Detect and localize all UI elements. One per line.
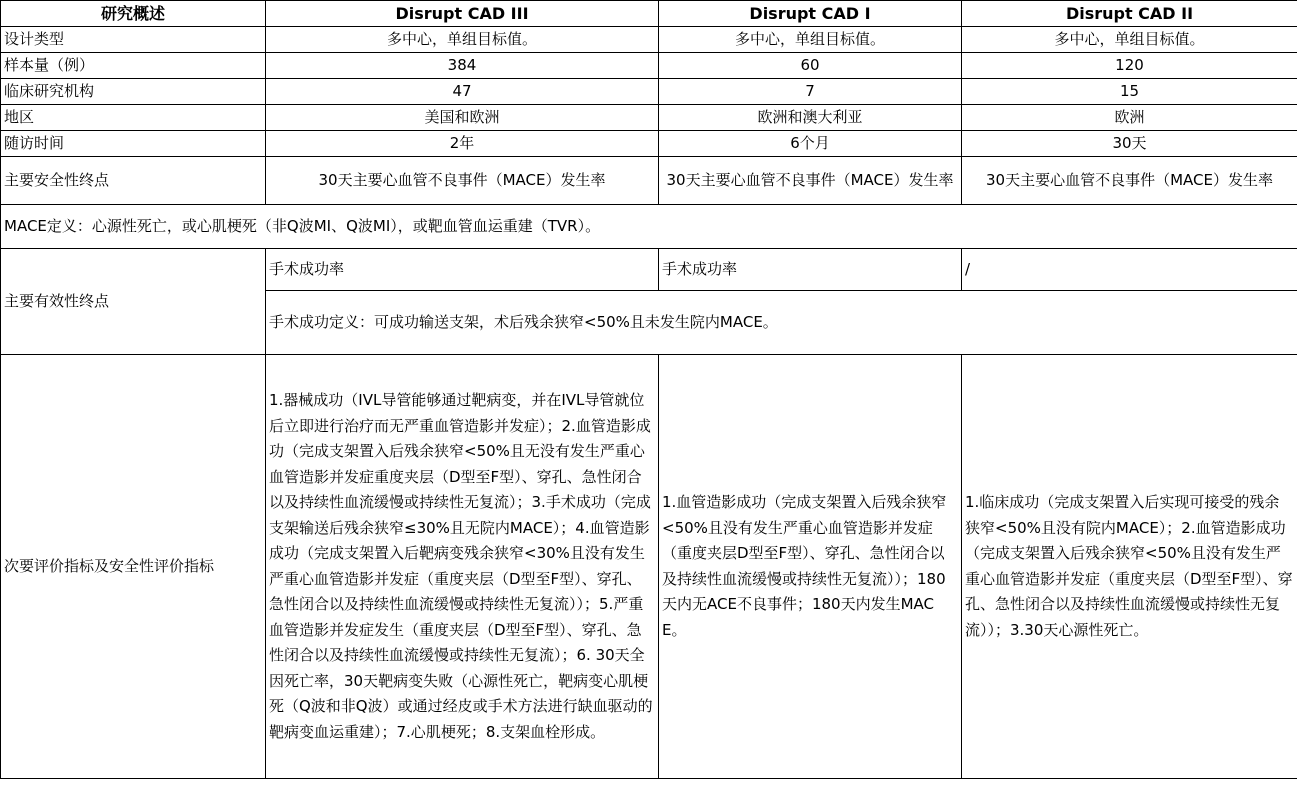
row-label: 随访时间 — [1, 131, 266, 157]
safety-endpoint-row — [1, 157, 1297, 205]
cell-cad-iii: 30天主要心血管不良事件（MACE）发生率 — [266, 157, 659, 205]
cell-cad-i: 7 — [659, 79, 962, 105]
cell-cad-iii: 手术成功率 — [266, 249, 659, 291]
cell-cad-iii: 美国和欧洲 — [266, 105, 659, 131]
row-label: 主要安全性终点 — [1, 157, 266, 205]
cell-cad-iii: 2年 — [266, 131, 659, 157]
cell-cad-i: 30天主要心血管不良事件（MACE）发生率 — [659, 157, 962, 205]
cell-cad-iii: 多中心，单组目标值。 — [266, 27, 659, 53]
header-overview: 研究概述 — [1, 1, 266, 27]
row-label: 主要有效性终点 — [1, 249, 266, 355]
cell-cad-iii: 47 — [266, 79, 659, 105]
cell-cad-iii: 1.器械成功（IVL导管能够通过靶病变，并在IVL导管就位后立即进行治疗而无严重血管造影并发症）；2.血管造影成功（完成支架置入后残余狭窄<50%且无没有发生严重心血管造影并发症重度夹层（D型至F型）、穿孔、急性闭合以及持续性血流缓慢或持续性无复流）；3.手术成功（完成支架输送后残余狭窄≤30%且无院内MACE）；4.血管造影成功（完成支架置入后靶病变残余狭窄<30%且没有发生严重心血管造影并发症（重度夹层（D型至F型）、穿孔、急性闭合以及持续性血流缓慢或持续性无复流））；5.严重血管造影并发症发生（重度夹层（D型至F型）、穿孔、急性闭合以及持续性血流缓慢或持续性无复流）；6. 30天全因死亡率，30天靶病变失败（心源性死亡，靶病变心肌梗死（Q波和非Q波）或通过经皮或手术方法进行缺血驱动的靶病变血运重建）；7.心肌梗死；8.支架血栓形成。 — [266, 355, 659, 779]
table-row — [1, 27, 1297, 53]
table-row — [1, 79, 1297, 105]
secondary-endpoints-row — [1, 355, 1297, 779]
cell-cad-i: 多中心，单组目标值。 — [659, 27, 962, 53]
table-row — [1, 131, 1297, 157]
efficacy-endpoint-row — [1, 249, 1297, 291]
cell-cad-iii: 384 — [266, 53, 659, 79]
cell-cad-ii: 15 — [962, 79, 1297, 105]
cell-cad-ii: 30天 — [962, 131, 1297, 157]
cell-cad-i: 欧洲和澳大利亚 — [659, 105, 962, 131]
mace-definition-row — [1, 205, 1297, 249]
row-label: 临床研究机构 — [1, 79, 266, 105]
cell-cad-i: 6个月 — [659, 131, 962, 157]
header-cad-i: Disrupt CAD I — [659, 1, 962, 27]
cell-cad-i: 1.血管造影成功（完成支架置入后残余狭窄<50%且没有发生严重心血管造影并发症（重度夹层D型至F型）、穿孔、急性闭合以及持续性血流缓慢或持续性无复流））；180天内无ACE不良事件；180天内发生MACE。 — [659, 355, 962, 779]
header-row — [1, 1, 1297, 27]
cell-cad-ii: 多中心，单组目标值。 — [962, 27, 1297, 53]
success-definition: 手术成功定义：可成功输送支架，术后残余狭窄<50%且未发生院内MACE。 — [266, 291, 1297, 355]
table-row — [1, 105, 1297, 131]
table-row — [1, 53, 1297, 79]
cell-cad-i: 手术成功率 — [659, 249, 962, 291]
mace-definition: MACE定义：心源性死亡，或心肌梗死（非Q波MI、Q波MI），或靶血管血运重建（TVR）。 — [1, 205, 1297, 249]
cell-cad-ii: 欧洲 — [962, 105, 1297, 131]
cell-cad-ii: 120 — [962, 53, 1297, 79]
row-label: 样本量（例） — [1, 53, 266, 79]
row-label: 设计类型 — [1, 27, 266, 53]
row-label: 地区 — [1, 105, 266, 131]
cell-cad-ii: / — [962, 249, 1297, 291]
cell-cad-i: 60 — [659, 53, 962, 79]
cell-cad-ii: 1.临床成功（完成支架置入后实现可接受的残余狭窄<50%且没有院内MACE）；2.血管造影成功（完成支架置入后残余狭窄<50%且没有发生严重心血管造影并发症（重度夹层（D型至F型）、穿孔、急性闭合以及持续性血流缓慢或持续性无复流））；3.30天心源性死亡。 — [962, 355, 1297, 779]
header-cad-iii: Disrupt CAD III — [266, 1, 659, 27]
row-label: 次要评价指标及安全性评价指标 — [1, 355, 266, 779]
cell-cad-ii: 30天主要心血管不良事件（MACE）发生率 — [962, 157, 1297, 205]
header-cad-ii: Disrupt CAD II — [962, 1, 1297, 27]
